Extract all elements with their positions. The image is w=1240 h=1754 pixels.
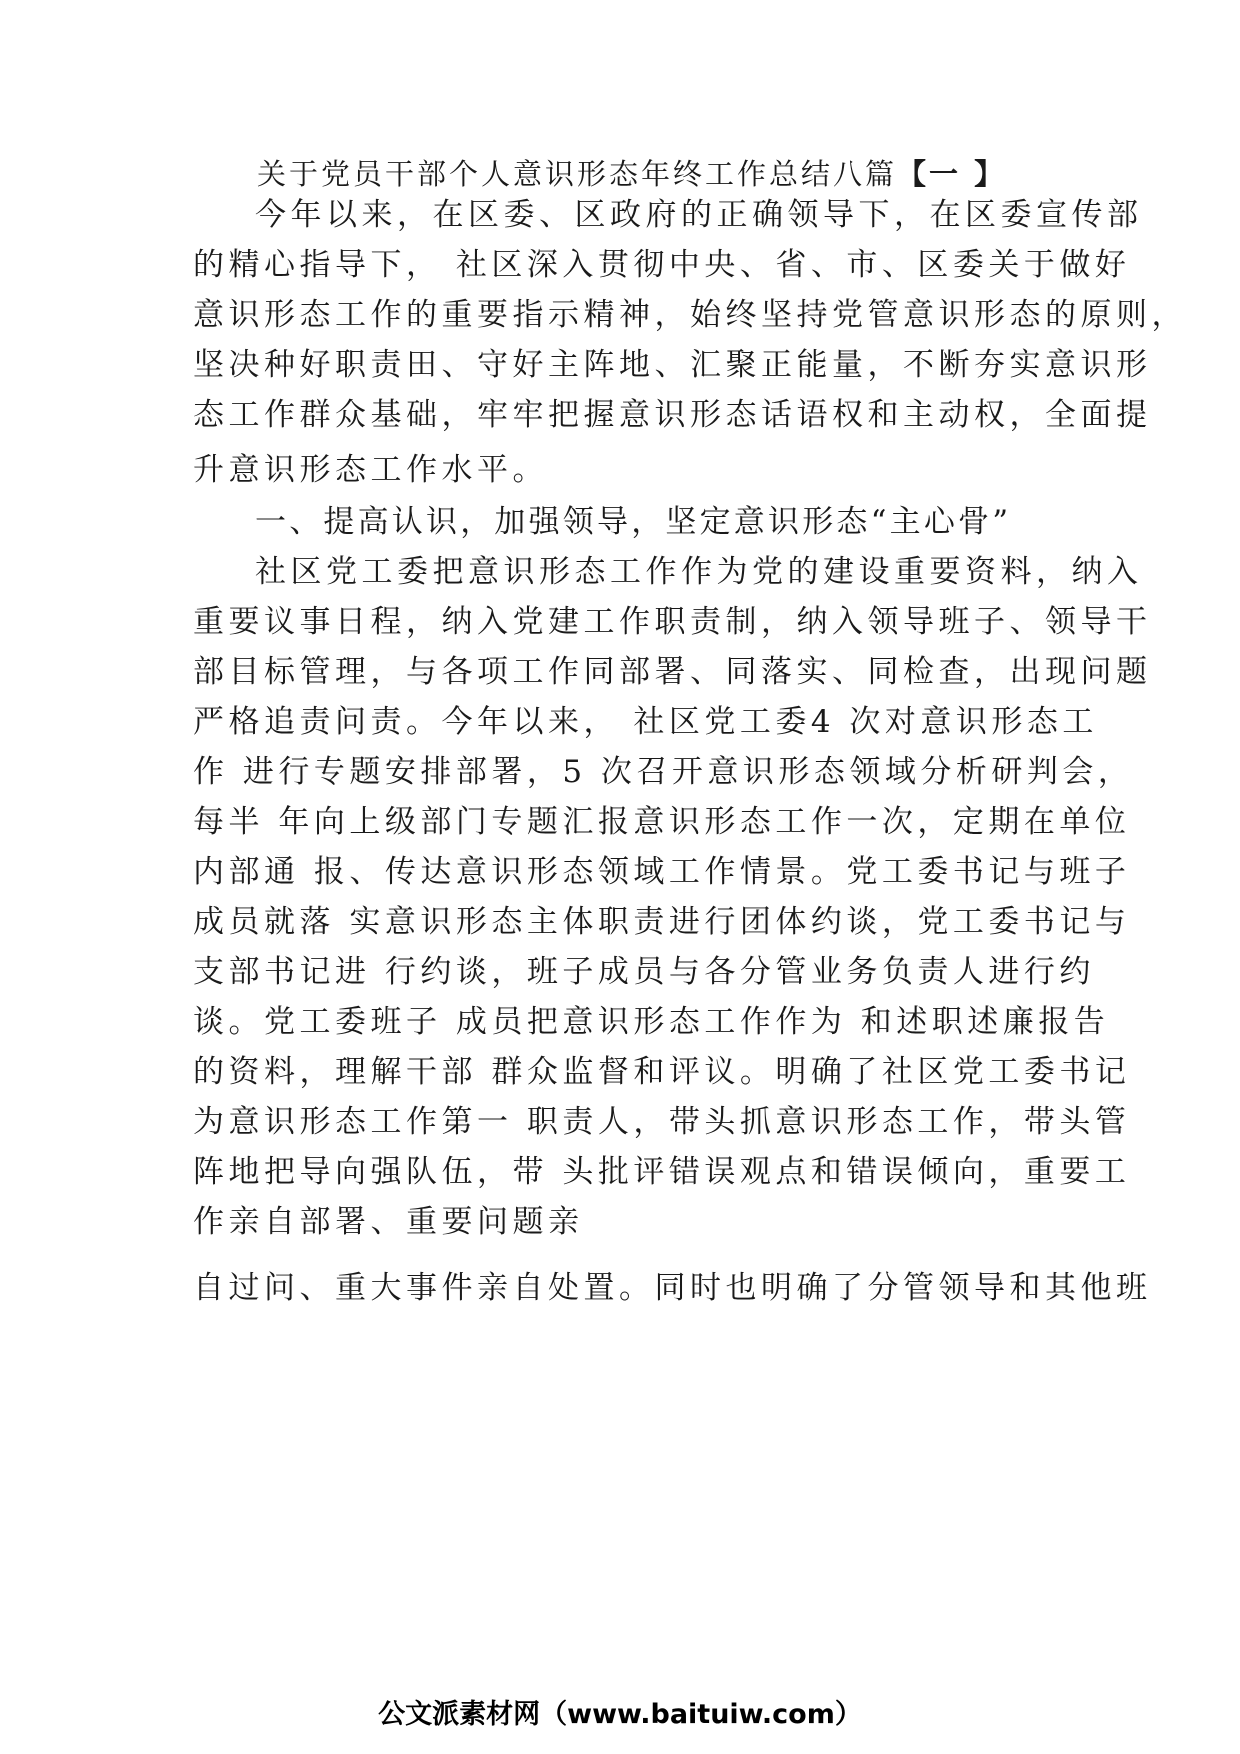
paragraph-line: 部目标管理，与各项工作同部署、同落实、同检查，出现问题 [193, 654, 1152, 690]
paragraph-line: 阵地把导向强队伍，带 头批评错误观点和错误倾向，重要工 [193, 1154, 1131, 1190]
document-title [257, 152, 1006, 193]
paragraph-line: 作 进行专题安排部署，5 次召开意识形态领域分析研判会， [193, 754, 1134, 790]
paragraph-line: 社区党工委把意识形态工作作为党的建设重要资料，纳入 [255, 554, 1143, 590]
paragraph-line: 每半 年向上级部门专题汇报意识形态工作一次，定期在单位 [193, 804, 1131, 840]
paragraph-line: 成员就落 实意识形态主体职责进行团体约谈，党工委书记与 [193, 904, 1131, 940]
paragraph-line: 意识形态工作的重要指示精神，始终坚持党管意识形态的原则， [193, 297, 1187, 333]
paragraph-line: 支部书记进 行约谈，班子成员与各分管业务负责人进行约 [193, 954, 1095, 990]
paragraph-line: 坚决种好职责田、守好主阵地、汇聚正能量，不断夯实意识形 [193, 347, 1152, 383]
paragraph-line: 内部通 报、传达意识形态领域工作情景。党工委书记与班子 [193, 854, 1131, 890]
paragraph-line: 作亲自部署、重要问题亲 [193, 1204, 584, 1240]
paragraph-line: 谈。党工委班子 成员把意识形态工作作为 和述职述廉报告 [193, 1004, 1110, 1040]
title-bracket-open: 【 [897, 157, 930, 191]
title-main: 关于党员干部个人意识形态年终工作总结八篇 [257, 157, 898, 191]
section-heading: 一、提高认识，加强领导，坚定意识形态“主心骨” [255, 504, 1012, 540]
paragraph-line: 的资料，理解干部 群众监督和评议。明确了社区党工委书记 [193, 1054, 1131, 1090]
title-number: 一 [929, 157, 962, 191]
footer-watermark: 公文派素材网（www.baituiw.com） [378, 1699, 862, 1730]
paragraph-line: 的精心指导下， 社区深入贯彻中央、省、市、区委关于做好 [193, 247, 1131, 283]
paragraph-line: 今年以来，在区委、区政府的正确领导下，在区委宣传部 [255, 197, 1143, 233]
paragraph-line: 为意识形态工作第一 职责人，带头抓意识形态工作，带头管 [193, 1104, 1131, 1140]
title-bracket-close: 】 [961, 157, 1007, 191]
paragraph-line: 升意识形态工作水平。 [193, 452, 548, 488]
paragraph-line: 态工作群众基础，牢牢把握意识形态话语权和主动权，全面提 [193, 397, 1152, 433]
paragraph-line: 严格追责问责。今年以来， 社区党工委4 次对意识形态工 [193, 704, 1098, 740]
paragraph-line: 自过问、重大事件亲自处置。同时也明确了分管领导和其他班 [193, 1270, 1152, 1306]
paragraph-line: 重要议事日程，纳入党建工作职责制，纳入领导班子、领导干 [193, 604, 1152, 640]
